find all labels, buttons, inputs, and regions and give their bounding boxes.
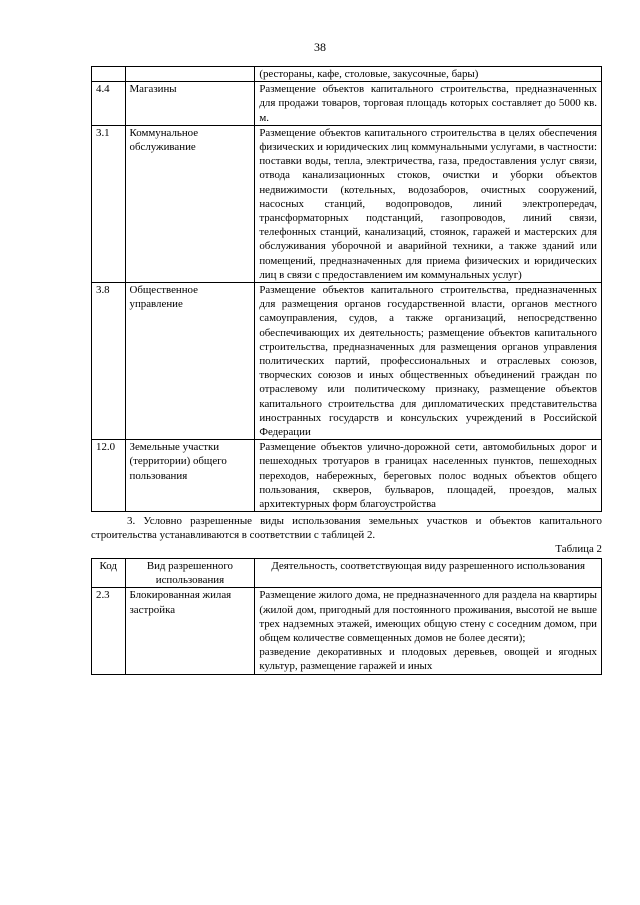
table-row xyxy=(92,125,602,282)
row-code: 3.8 xyxy=(92,283,126,440)
table-row xyxy=(92,440,602,512)
row-code: 12.0 xyxy=(92,440,126,512)
row-name xyxy=(125,67,255,82)
description-part-1: Размещение жилого дома, не предназначенного для раздела на квартиры (жилой дом, пригодный для постоянного проживания, высотой не выше трех надземных этажей, имеющих общую стену с соседним домом, при общем количестве совмещенных домов не более десяти); xyxy=(259,589,597,645)
row-name: Земельные участки (территории) общего пользования xyxy=(125,440,255,512)
row-name: Блокированная жилая застройка xyxy=(125,588,255,674)
row-name: Общественное управление xyxy=(125,283,255,440)
row-description: (рестораны, кафе, столовые, закусочные, бары) xyxy=(255,67,602,82)
row-name: Магазины xyxy=(125,82,255,126)
row-description: Размещение объектов улично-дорожной сети, автомобильных дорог и пешеходных тротуаров в границах населенных пунктов, пешеходных переходов, набережных, береговых полос водных объектов общего пользования, скверов, бульваров, площадей, проездов, малых архитектурных форм благоустройства xyxy=(255,440,602,512)
land-use-table-2 xyxy=(91,558,602,675)
row-description xyxy=(255,588,602,674)
table-2-caption: Таблица 2 xyxy=(555,543,602,555)
table-row xyxy=(92,82,602,126)
row-description: Размещение объектов капитального строительства в целях обеспечения физических и юридических лиц коммунальными услугами, в частности: поставки воды, тепла, электричества, газа, предоставления услуг связи, отвода канализационных стоков, очистки и уборки объектов недвижимости (котельных, водозаборов, очистных сооружений, насосных станций, водопроводов, линий электропередач, трансформаторных подстанций, газопроводов, линий связи, телефонных станций, канализаций, стоянок, гаражей и мастерских для обслуживания уборочной и аварийной техники, а также зданий или помещений, предназначенных для приема физических и юридических лиц в связи с предоставлением им коммунальных услуг) xyxy=(255,125,602,282)
header-name: Вид разрешенного использования xyxy=(125,559,255,588)
land-use-table-1 xyxy=(91,66,602,512)
row-code: 4.4 xyxy=(92,82,126,126)
row-description: Размещение объектов капитального строительства, предназначенных для продажи товаров, торговая площадь которых составляет до 5000 кв. м. xyxy=(255,82,602,126)
table-row xyxy=(92,588,602,674)
table-row xyxy=(92,67,602,82)
row-description: Размещение объектов капитального строительства, предназначенных для размещения органов государственной власти, органов местного самоуправления, судов, а также организаций, непосредственно обеспечивающих их деятельность; размещение объектов капитального строительства, предназначенных для размещения органов управления политических партий, профессиональных и отраслевых союзов, творческих союзов и иных общественных объединений граждан по отраслевому или политическому признаку, размещение объектов капитального строительства для дипломатических представительства иностранных государств и консульских учреждений в Российской Федерации xyxy=(255,283,602,440)
paragraph-3 xyxy=(91,514,602,542)
row-name: Коммунальное обслуживание xyxy=(125,125,255,282)
description-part-2: разведение декоративных и плодовых деревьев, овощей и ягодных культур, размещение гаражей и иных xyxy=(259,646,597,673)
table-header-row xyxy=(92,559,602,588)
row-code: 3.1 xyxy=(92,125,126,282)
header-description: Деятельность, соответствующая виду разрешенного использования xyxy=(255,559,602,588)
table-row xyxy=(92,283,602,440)
page-number: 38 xyxy=(314,40,326,54)
paragraph-text: 3. Условно разрешенные виды использования земельных участков и объектов капитального строительства устанавливаются в соответствии с таблицей 2. xyxy=(91,515,602,542)
row-code xyxy=(92,67,126,82)
row-code: 2.3 xyxy=(92,588,126,674)
header-code: Код xyxy=(92,559,126,588)
